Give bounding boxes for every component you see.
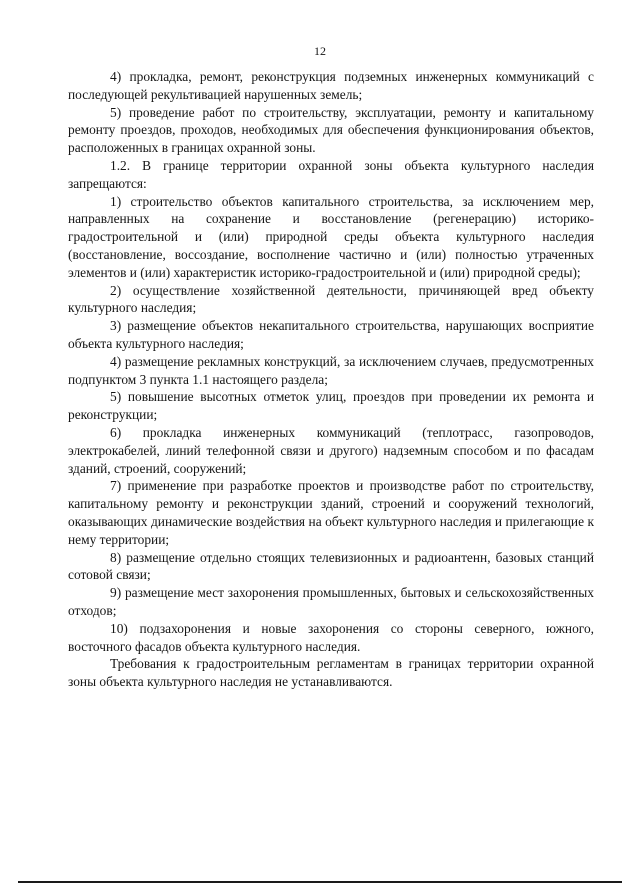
page-number: 12: [314, 44, 326, 58]
paragraph-prohibition-8: 8) размещение отдельно стоящих телевизионных и радиоантенн, базовых станций сотовой связи;: [68, 549, 594, 583]
paragraph-section-1-2-intro: 1.2. В границе территории охранной зоны объекта культурного наследия запрещаются:: [68, 157, 594, 191]
paragraph-prohibition-10: 10) подзахоронения и новые захоронения со стороны северного, южного, восточного фасадов объекта культурного наследия.: [68, 620, 594, 654]
paragraph-prohibition-1: 1) строительство объектов капитального строительства, за исключением мер, направленных на сохранение и восстановление (регенерацию) историко-градостроительной и (или) природной среды объекта культурного наследия (восстановление, воссоздание, восполнение частично и (или) полностью утраченных элементов и (или) характеристик историко-градостроительной и (или) природной среды);: [68, 193, 594, 280]
document-body: [68, 68, 594, 691]
paragraph-regulations-requirements: Требования к градостроительным регламентам в границах территории охранной зоны объекта культурного наследия не устанавливаются.: [68, 656, 594, 690]
paragraph-prohibition-3: 3) размещение объектов некапитального строительства, нарушающих восприятие объекта культурного наследия;: [68, 318, 594, 351]
paragraph-prohibition-7: 7) применение при разработке проектов и производстве работ по строительству, капитальному ремонту и реконструкции зданий, строений и сооружений технологий, оказывающих динамические воздействия на объект культурного наследия и прилегающие к нему территории;: [68, 478, 594, 547]
paragraph-item-4-underground-utilities: 4) прокладка, ремонт, реконструкция подземных инженерных коммуникаций с последующей рекультивацией нарушенных земель;: [68, 69, 594, 102]
paragraph-prohibition-4: 4) размещение рекламных конструкций, за исключением случаев, предусмотренных подпунктом 3 пункта 1.1 настоящего раздела;: [68, 353, 594, 387]
paragraph-item-5-driveways-works: 5) проведение работ по строительству, эксплуатации, ремонту и капитальному ремонту проездов, проходов, необходимых для обеспечения функционирования объектов, расположенных в границах охранной зоны.: [68, 104, 594, 156]
paragraph-prohibition-5: 5) повышение высотных отметок улиц, проездов при проведении их ремонта и реконструкции;: [68, 389, 594, 423]
paragraph-prohibition-9: 9) размещение мест захоронения промышленных, бытовых и сельскохозяйственных отходов;: [68, 585, 594, 618]
page-bottom-rule: [18, 881, 622, 883]
paragraph-prohibition-6: 6) прокладка инженерных коммуникаций (теплотрасс, газопроводов, электрокабелей, линий телефонной связи и другого) надземным способом и по фасадам зданий, строений, сооружений;: [68, 424, 594, 476]
paragraph-prohibition-2: 2) осуществление хозяйственной деятельности, причиняющей вред объекту культурного наследия;: [68, 282, 594, 316]
